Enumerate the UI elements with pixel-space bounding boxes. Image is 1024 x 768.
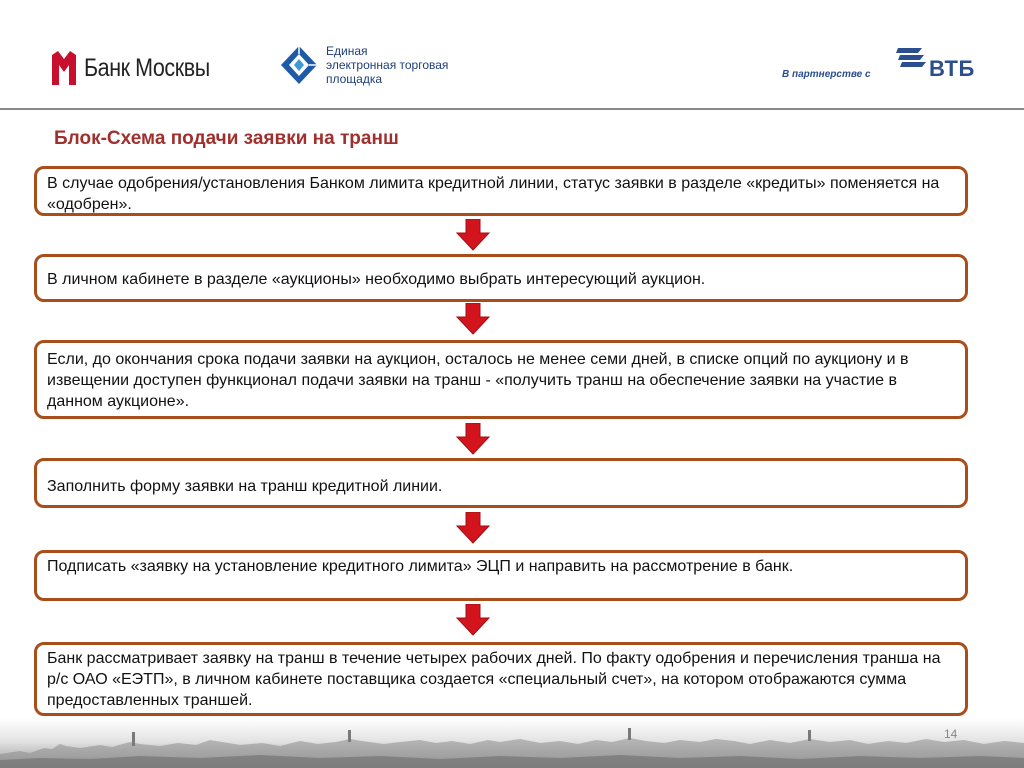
red-down-arrow-icon: [455, 303, 491, 335]
flow-step-3: Если, до окончания срока подачи заявки на аукцион, осталось не менее семи дней, в списке опций по аукциону и в извещении доступен функционал подачи заявки на транш - «получить транш на обеспечение заявки на участие в данном аукционе».: [34, 340, 968, 419]
slide-title: Блок-Схема подачи заявки на транш: [54, 128, 399, 149]
flow-step-1: В случае одобрения/установления Банком лимита кредитной линии, статус заявки в разделе «кредиты» поменяется на «одобрен».: [34, 166, 968, 216]
etp-name-line-1: Единая: [326, 44, 368, 58]
etp-logo: [280, 44, 448, 86]
vtb-partner-logo: [782, 44, 982, 84]
flow-step-6: Банк рассматривает заявку на транш в течение четырех рабочих дней. По факту одобрения и перечисления транша на р/с ОАО «ЕЭТП», в личном кабинете поставщика создается «специальный счет», на котором отображаются сумма предоставленных траншей.: [34, 642, 968, 716]
bank-of-moscow-logo: [52, 50, 230, 86]
red-down-arrow-icon: [455, 219, 491, 251]
partner-text: В партнерстве с: [782, 69, 871, 80]
red-down-arrow-icon: [455, 423, 491, 455]
flow-step-5: Подписать «заявку на установление кредитного лимита» ЭЦП и направить на рассмотрение в банк.: [34, 550, 968, 601]
etp-diamond-logo-icon: [280, 45, 318, 85]
vtb-name: ВТБ: [929, 56, 975, 81]
page-number: 14: [944, 727, 958, 741]
etp-name-line-3: площадка: [326, 72, 383, 86]
red-down-arrow-icon: [455, 512, 491, 544]
bank-of-moscow-m-logo-icon: [52, 51, 76, 85]
header-divider: [0, 108, 1024, 110]
flow-step-2: В личном кабинете в разделе «аукционы» необходимо выбрать интересующий аукцион.: [34, 254, 968, 302]
slide-header: [0, 0, 1024, 110]
etp-name: [326, 44, 448, 86]
red-down-arrow-icon: [455, 604, 491, 636]
vtb-logo-icon: [896, 46, 926, 68]
city-skyline-image: [0, 718, 1024, 768]
bank-of-moscow-name: Банк Москвы: [84, 53, 210, 82]
etp-name-line-2: электронная торговая: [326, 58, 449, 72]
flow-step-4: Заполнить форму заявки на транш кредитной линии.: [34, 458, 968, 508]
